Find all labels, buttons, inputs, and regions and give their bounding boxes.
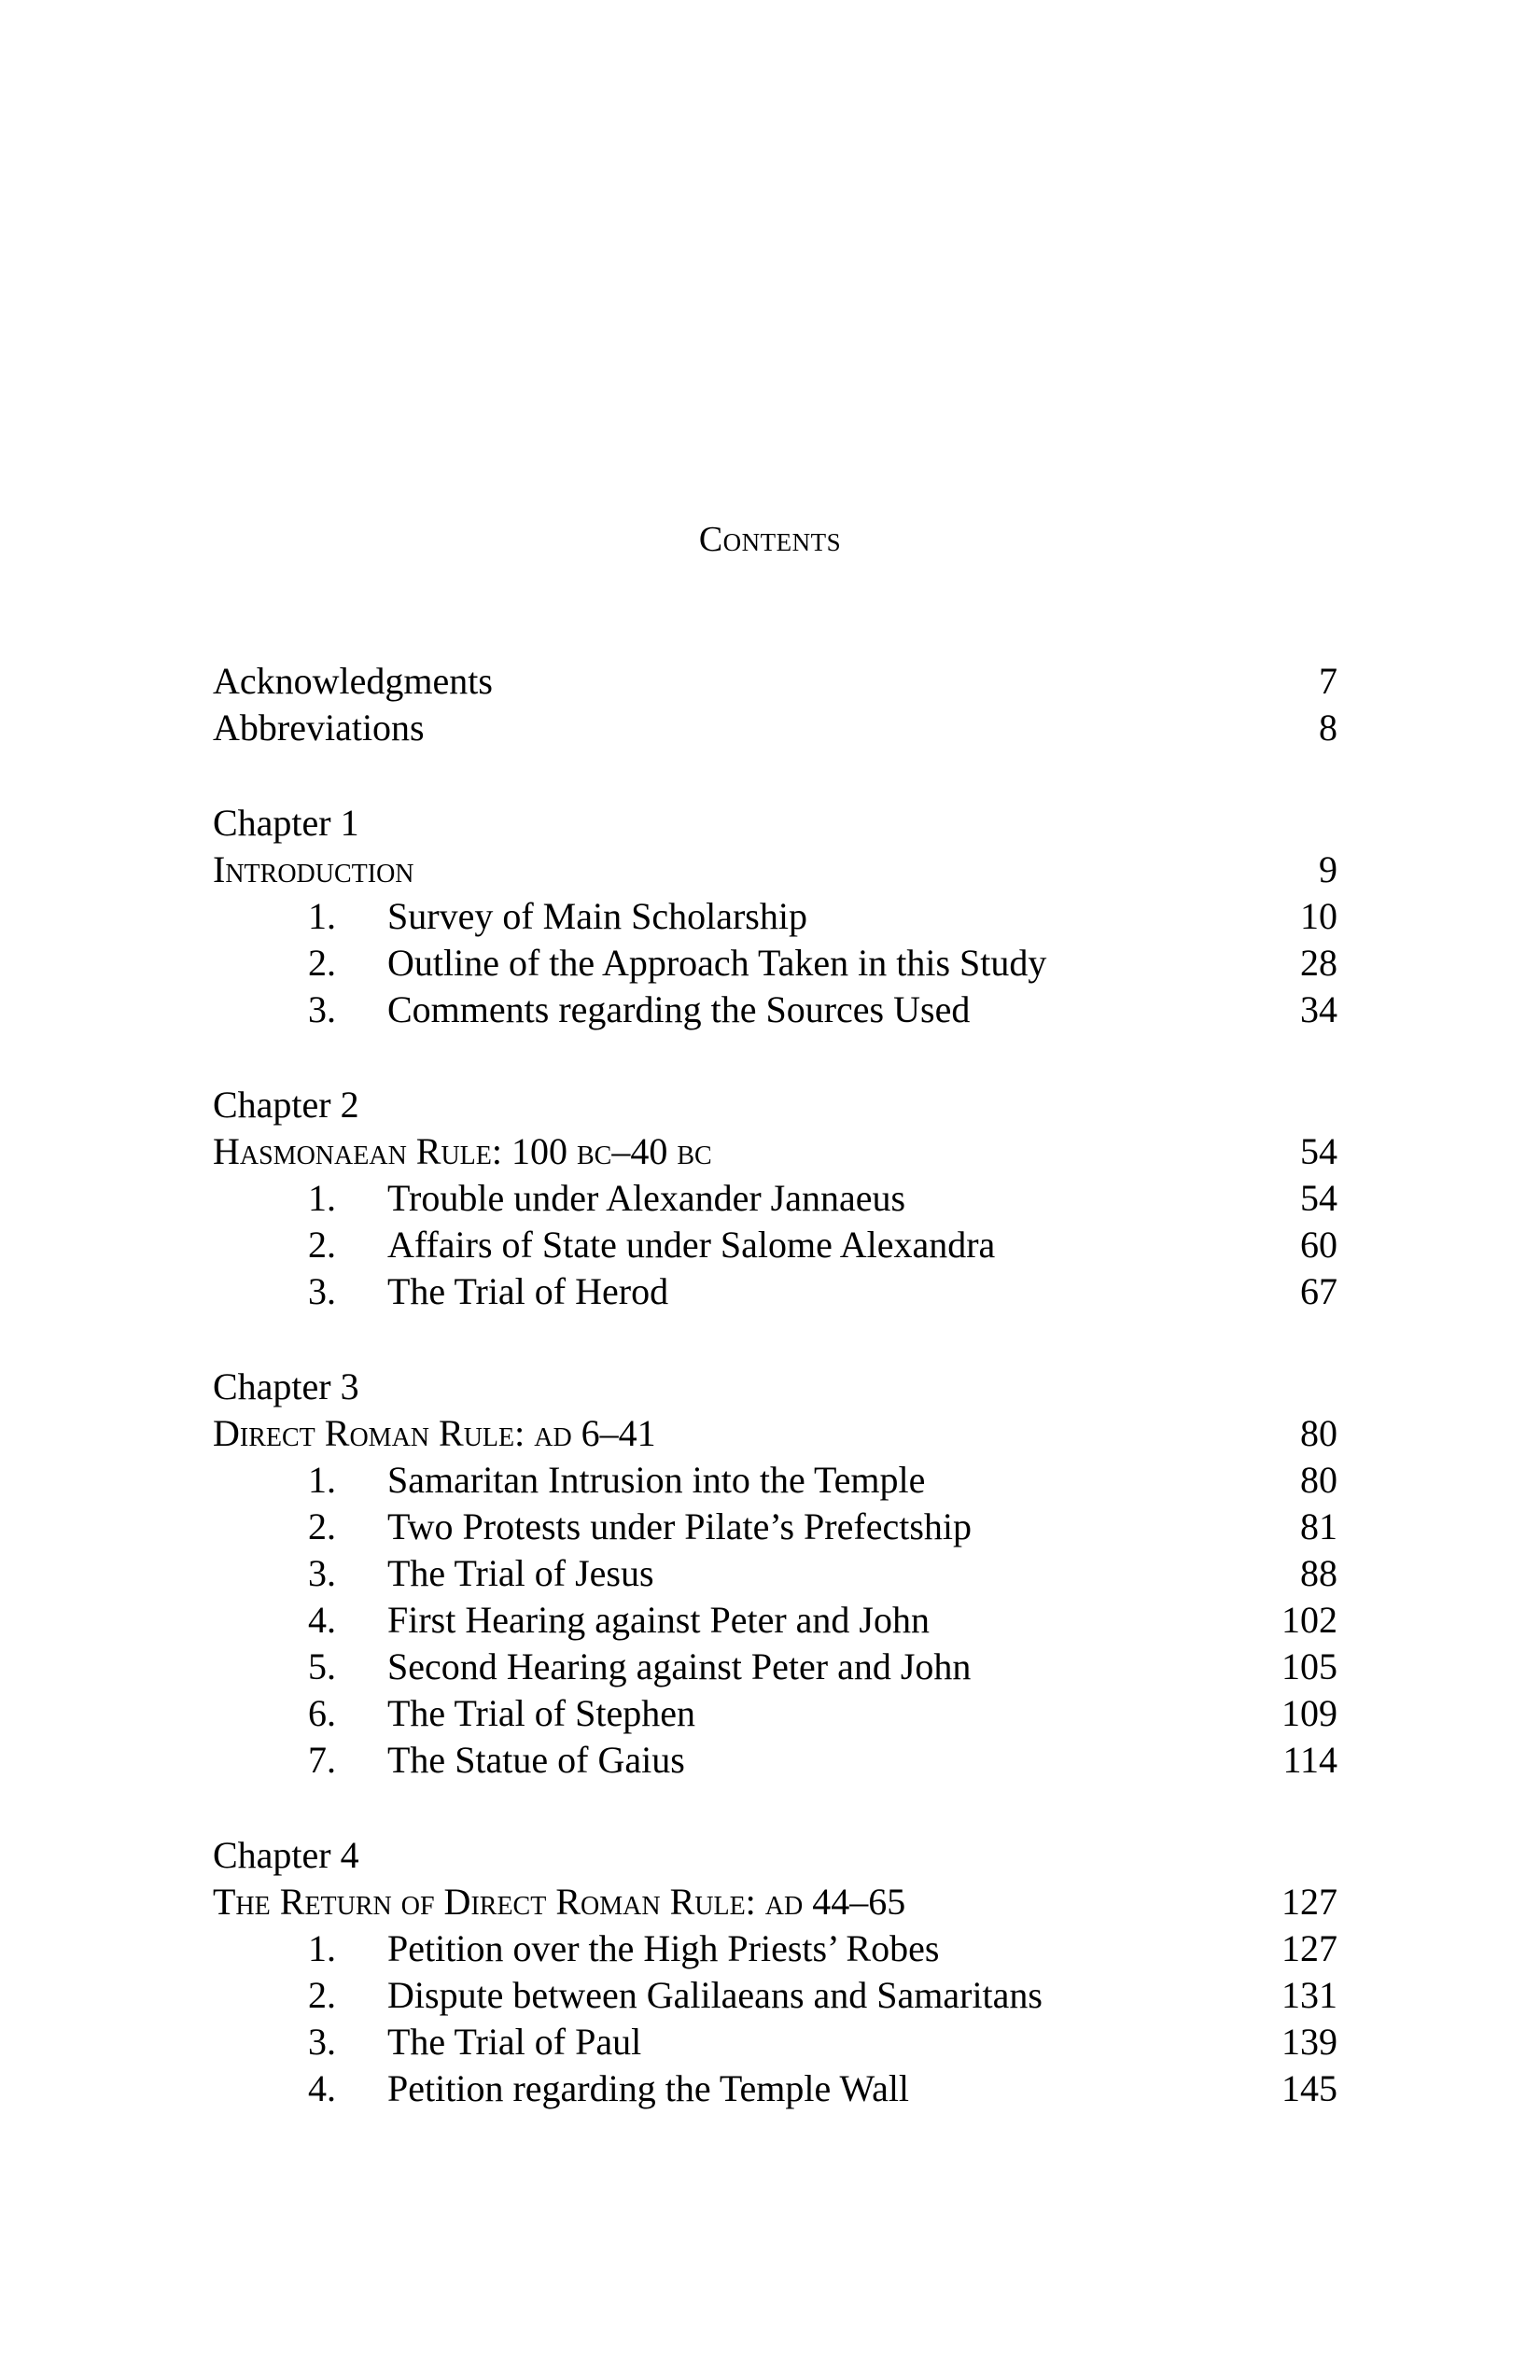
chapter-label: Chapter 3 (213, 1365, 359, 1407)
chapter-label-row (213, 1082, 1337, 1128)
section-title: The Trial of Jesus (387, 1552, 654, 1594)
chapter-title: Hasmonaean Rule: 100 bc–40 bc (213, 1130, 712, 1172)
section-number: 7. (308, 1739, 336, 1781)
section-number: 4. (308, 2067, 336, 2109)
toc-row-abbreviations (213, 705, 1337, 751)
section-title: Comments regarding the Sources Used (387, 988, 971, 1030)
section-page: 81 (1300, 1505, 1337, 1547)
section-title: Samaritan Intrusion into the Temple (387, 1459, 926, 1501)
section-number: 2. (308, 942, 336, 984)
section-number: 6. (308, 1692, 336, 1734)
section-row (213, 2019, 1337, 2065)
section-number: 1. (308, 895, 336, 937)
chapter-spacer (213, 751, 1337, 800)
contents-heading: Contents (698, 520, 842, 559)
chapter-title-row (213, 1128, 1337, 1175)
section-number: 3. (308, 2021, 336, 2063)
section-number: 1. (308, 1459, 336, 1501)
section-title: Petition over the High Priests’ Robes (387, 1927, 940, 1969)
section-title: Affairs of State under Salome Alexandra (387, 1224, 996, 1266)
chapter-spacer (213, 1315, 1337, 1364)
section-page: 114 (1282, 1739, 1337, 1781)
section-row (213, 1222, 1337, 1268)
chapter-spacer (213, 1784, 1337, 1832)
section-title: Two Protests under Pilate’s Prefectship (387, 1505, 972, 1547)
section-page: 88 (1300, 1552, 1337, 1594)
toc-row-acknowledgments (213, 658, 1337, 705)
section-number: 3. (308, 1270, 336, 1312)
entry-page: 8 (1319, 707, 1337, 749)
chapter-label: Chapter 2 (213, 1084, 359, 1126)
section-row (213, 1925, 1337, 1972)
section-title: Petition regarding the Temple Wall (387, 2067, 910, 2109)
section-number: 5. (308, 1645, 336, 1687)
chapter-page: 127 (1281, 1881, 1337, 1923)
section-page: 131 (1281, 1974, 1337, 2016)
section-row (213, 1690, 1337, 1737)
chapter-label-row (213, 1364, 1337, 1410)
section-page: 80 (1300, 1459, 1337, 1501)
section-number: 3. (308, 988, 336, 1030)
section-page: 105 (1281, 1645, 1337, 1687)
section-row (213, 1175, 1337, 1222)
section-number: 4. (308, 1599, 336, 1641)
section-row (213, 1597, 1337, 1644)
chapter-label: Chapter 1 (213, 802, 359, 844)
entry-title: Acknowledgments (213, 660, 493, 702)
section-row (213, 1504, 1337, 1550)
chapter-label-row (213, 1832, 1337, 1879)
chapter-page: 80 (1300, 1412, 1337, 1454)
section-page: 54 (1300, 1177, 1337, 1219)
section-row (213, 1268, 1337, 1315)
section-row (213, 987, 1337, 1033)
section-page: 109 (1281, 1692, 1337, 1734)
section-page: 127 (1281, 1927, 1337, 1969)
section-number: 3. (308, 1552, 336, 1594)
section-row (213, 893, 1337, 940)
chapter-page: 9 (1319, 848, 1337, 890)
section-title: First Hearing against Peter and John (387, 1599, 930, 1641)
chapter-title: The Return of Direct Roman Rule: ad 44–65 (213, 1881, 906, 1923)
section-number: 2. (308, 1505, 336, 1547)
section-row (213, 1737, 1337, 1784)
section-number: 2. (308, 1224, 336, 1266)
chapter-title: Direct Roman Rule: ad 6–41 (213, 1412, 656, 1454)
section-page: 60 (1300, 1224, 1337, 1266)
section-page: 34 (1300, 988, 1337, 1030)
section-page: 102 (1281, 1599, 1337, 1641)
section-page: 67 (1300, 1270, 1337, 1312)
chapter-title: Introduction (213, 848, 414, 890)
section-page: 10 (1300, 895, 1337, 937)
section-title: Second Hearing against Peter and John (387, 1645, 972, 1687)
chapter-spacer (213, 1033, 1337, 1082)
section-page: 145 (1281, 2067, 1337, 2109)
section-row (213, 1972, 1337, 2019)
chapter-title-row (213, 847, 1337, 893)
section-row (213, 1644, 1337, 1690)
section-title: Trouble under Alexander Jannaeus (387, 1177, 906, 1219)
chapter-list (213, 751, 1337, 2112)
section-title: The Trial of Paul (387, 2021, 642, 2063)
chapter-title-row (213, 1879, 1337, 1925)
section-page: 139 (1281, 2021, 1337, 2063)
chapter-page: 54 (1300, 1130, 1337, 1172)
chapter-label-row (213, 800, 1337, 847)
chapter-title-row (213, 1410, 1337, 1457)
entry-title: Abbreviations (213, 707, 425, 749)
section-title: Outline of the Approach Taken in this Study (387, 942, 1047, 984)
section-row (213, 1550, 1337, 1597)
section-row (213, 940, 1337, 987)
section-page: 28 (1300, 942, 1337, 984)
section-title: Survey of Main Scholarship (387, 895, 807, 937)
section-row (213, 2065, 1337, 2112)
section-number: 2. (308, 1974, 336, 2016)
table-of-contents (213, 658, 1337, 2112)
section-title: The Statue of Gaius (387, 1739, 685, 1781)
section-number: 1. (308, 1177, 336, 1219)
entry-page: 7 (1319, 660, 1337, 702)
section-title: Dispute between Galilaeans and Samaritans (387, 1974, 1043, 2016)
chapter-label: Chapter 4 (213, 1834, 359, 1876)
section-title: The Trial of Stephen (387, 1692, 695, 1734)
section-row (213, 1457, 1337, 1504)
section-number: 1. (308, 1927, 336, 1969)
section-title: The Trial of Herod (387, 1270, 669, 1312)
